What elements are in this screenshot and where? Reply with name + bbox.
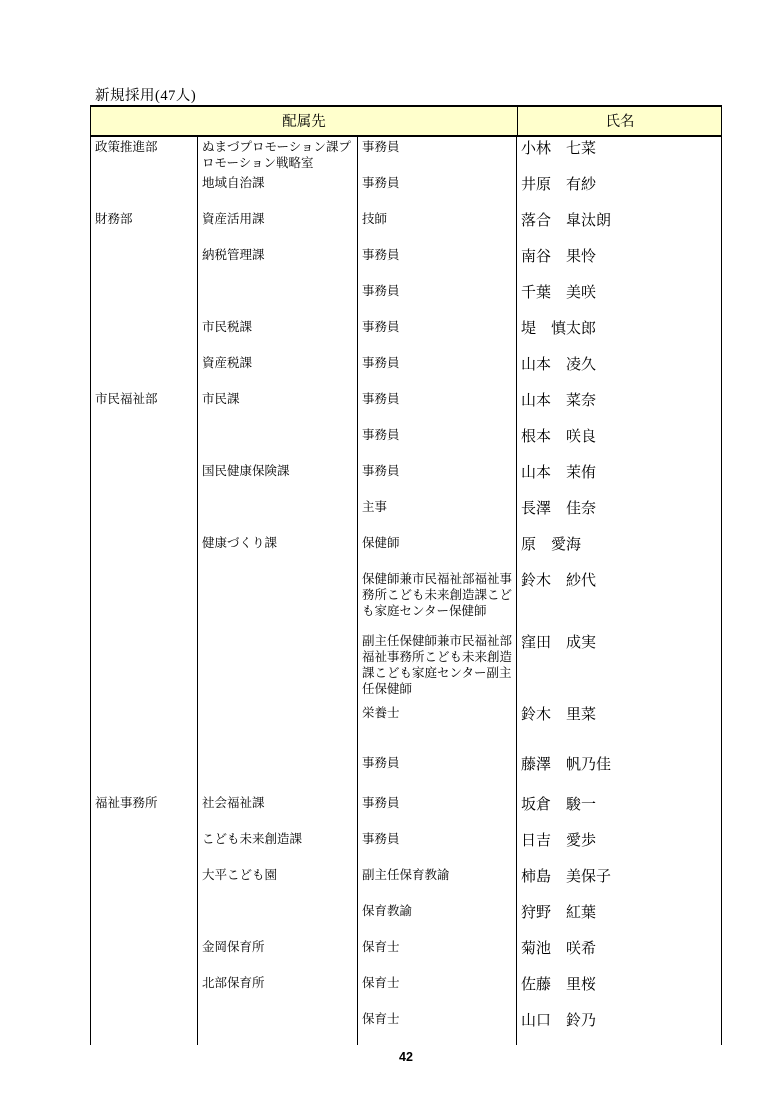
table-row — [91, 973, 721, 1009]
cell-section — [198, 281, 358, 317]
cell-department — [91, 425, 198, 461]
cell-section — [198, 1009, 358, 1045]
table-row — [91, 937, 721, 973]
column-header-name: 氏名 — [517, 107, 722, 135]
cell-section — [198, 425, 358, 461]
cell-name: 根本 咲良 — [521, 429, 597, 445]
cell-job-title: 事務員 — [358, 137, 517, 173]
table-row — [91, 901, 721, 937]
cell-department — [91, 631, 198, 703]
cell-job-title: 保育士 — [358, 937, 517, 973]
cell-name: 原 愛海 — [521, 537, 582, 553]
cell-department — [91, 703, 198, 753]
cell-name: 窪田 成実 — [521, 635, 597, 651]
cell-name: 佐藤 里桜 — [521, 977, 597, 993]
cell-name: 狩野 紅葉 — [521, 905, 597, 921]
cell-section: 国民健康保険課 — [198, 461, 358, 497]
cell-name: 日吉 愛歩 — [521, 833, 597, 849]
cell-section — [198, 703, 358, 753]
table-row — [91, 631, 721, 703]
cell-job-title: 事務員 — [358, 425, 517, 461]
cell-section: 大平こども園 — [198, 865, 358, 901]
cell-department — [91, 353, 198, 389]
table-row — [91, 497, 721, 533]
cell-job-title: 保育士 — [358, 973, 517, 1009]
cell-name: 南谷 果怜 — [521, 249, 597, 265]
cell-name: 菊池 咲希 — [521, 941, 597, 957]
cell-department — [91, 973, 198, 1009]
cell-job-title: 事務員 — [358, 173, 517, 209]
cell-job-title: 技師 — [358, 209, 517, 245]
page-number: 42 — [399, 1050, 413, 1064]
cell-job-title: 保健師 — [358, 533, 517, 569]
cell-section: 健康づくり課 — [198, 533, 358, 569]
cell-name: 井原 有紗 — [521, 177, 597, 193]
cell-name: 山本 凌久 — [521, 357, 597, 373]
cell-section — [198, 631, 358, 703]
cell-department — [91, 317, 198, 353]
cell-department: 政策推進部 — [91, 137, 198, 173]
cell-name: 堤 慎太郎 — [521, 321, 597, 337]
cell-section — [198, 497, 358, 533]
cell-section: 市民税課 — [198, 317, 358, 353]
cell-department — [91, 461, 198, 497]
cell-department — [91, 937, 198, 973]
cell-section: 社会福祉課 — [198, 793, 358, 829]
table-row — [91, 1009, 721, 1045]
cell-section: 地域自治課 — [198, 173, 358, 209]
cell-name: 落合 皐汰朗 — [521, 213, 612, 229]
table-row — [91, 753, 721, 793]
cell-job-title: 事務員 — [358, 317, 517, 353]
cell-section: ぬまづプロモーション課プロモーション戦略室 — [198, 137, 358, 173]
cell-department — [91, 829, 198, 865]
cell-department — [91, 569, 198, 631]
table-row — [91, 317, 721, 353]
cell-job-title: 保健師兼市民福祉部福祉事務所こども未来創造課こども家庭センター保健師 — [358, 569, 517, 631]
cell-job-title: 副主任保健師兼市民福祉部福祉事務所こども未来創造課こども家庭センター副主任保健師 — [358, 631, 517, 703]
cell-job-title: 保育士 — [358, 1009, 517, 1045]
cell-job-title: 事務員 — [358, 353, 517, 389]
cell-name: 鈴木 紗代 — [521, 573, 597, 589]
table-row — [91, 569, 721, 631]
cell-department — [91, 865, 198, 901]
cell-department — [91, 533, 198, 569]
cell-section: こども未来創造課 — [198, 829, 358, 865]
cell-department: 財務部 — [91, 209, 198, 245]
cell-name: 長澤 佳奈 — [521, 501, 597, 517]
cell-job-title: 事務員 — [358, 829, 517, 865]
cell-name: 柿島 美保子 — [521, 869, 612, 885]
cell-section: 金岡保育所 — [198, 937, 358, 973]
table-row — [91, 389, 721, 425]
cell-section — [198, 753, 358, 793]
cell-section: 北部保育所 — [198, 973, 358, 1009]
table-row — [91, 533, 721, 569]
cell-department — [91, 901, 198, 937]
table-row — [91, 461, 721, 497]
cell-section: 納税管理課 — [198, 245, 358, 281]
cell-department — [91, 497, 198, 533]
cell-department — [91, 245, 198, 281]
table-row — [91, 829, 721, 865]
table-header-row — [91, 107, 721, 137]
cell-job-title: 事務員 — [358, 461, 517, 497]
cell-job-title: 主事 — [358, 497, 517, 533]
table-row — [91, 209, 721, 245]
column-header-assignment: 配属先 — [282, 114, 326, 130]
cell-job-title: 事務員 — [358, 389, 517, 425]
cell-job-title: 事務員 — [358, 281, 517, 317]
cell-name: 山本 茉侑 — [521, 465, 597, 481]
table-row — [91, 793, 721, 829]
cell-section — [198, 901, 358, 937]
cell-name: 坂倉 駿一 — [521, 797, 597, 813]
cell-job-title: 事務員 — [358, 245, 517, 281]
cell-section: 市民課 — [198, 389, 358, 425]
cell-section: 資産活用課 — [198, 209, 358, 245]
table-row — [91, 245, 721, 281]
page-title: 新規採用(47人) — [95, 88, 197, 104]
cell-job-title: 事務員 — [358, 753, 517, 793]
new-hires-table — [90, 105, 722, 1045]
cell-section: 資産税課 — [198, 353, 358, 389]
table-row — [91, 137, 721, 173]
cell-department: 福祉事務所 — [91, 793, 198, 829]
cell-job-title: 栄養士 — [358, 703, 517, 753]
cell-section — [198, 569, 358, 631]
cell-department — [91, 753, 198, 793]
cell-name: 藤澤 帆乃佳 — [521, 757, 612, 773]
table-row — [91, 353, 721, 389]
cell-name: 山口 鈴乃 — [521, 1013, 597, 1029]
table-row — [91, 173, 721, 209]
cell-department: 市民福祉部 — [91, 389, 198, 425]
cell-job-title: 保育教諭 — [358, 901, 517, 937]
cell-name: 千葉 美咲 — [521, 285, 597, 301]
cell-department — [91, 1009, 198, 1045]
table-row — [91, 425, 721, 461]
table-body — [91, 137, 721, 1045]
cell-job-title: 副主任保育教諭 — [358, 865, 517, 901]
cell-name: 鈴木 里菜 — [521, 707, 597, 723]
cell-job-title: 事務員 — [358, 793, 517, 829]
table-row — [91, 281, 721, 317]
cell-department — [91, 173, 198, 209]
cell-department — [91, 281, 198, 317]
cell-name: 山本 菜奈 — [521, 393, 597, 409]
table-row — [91, 703, 721, 753]
table-row — [91, 865, 721, 901]
cell-name: 小林 七菜 — [521, 141, 597, 157]
